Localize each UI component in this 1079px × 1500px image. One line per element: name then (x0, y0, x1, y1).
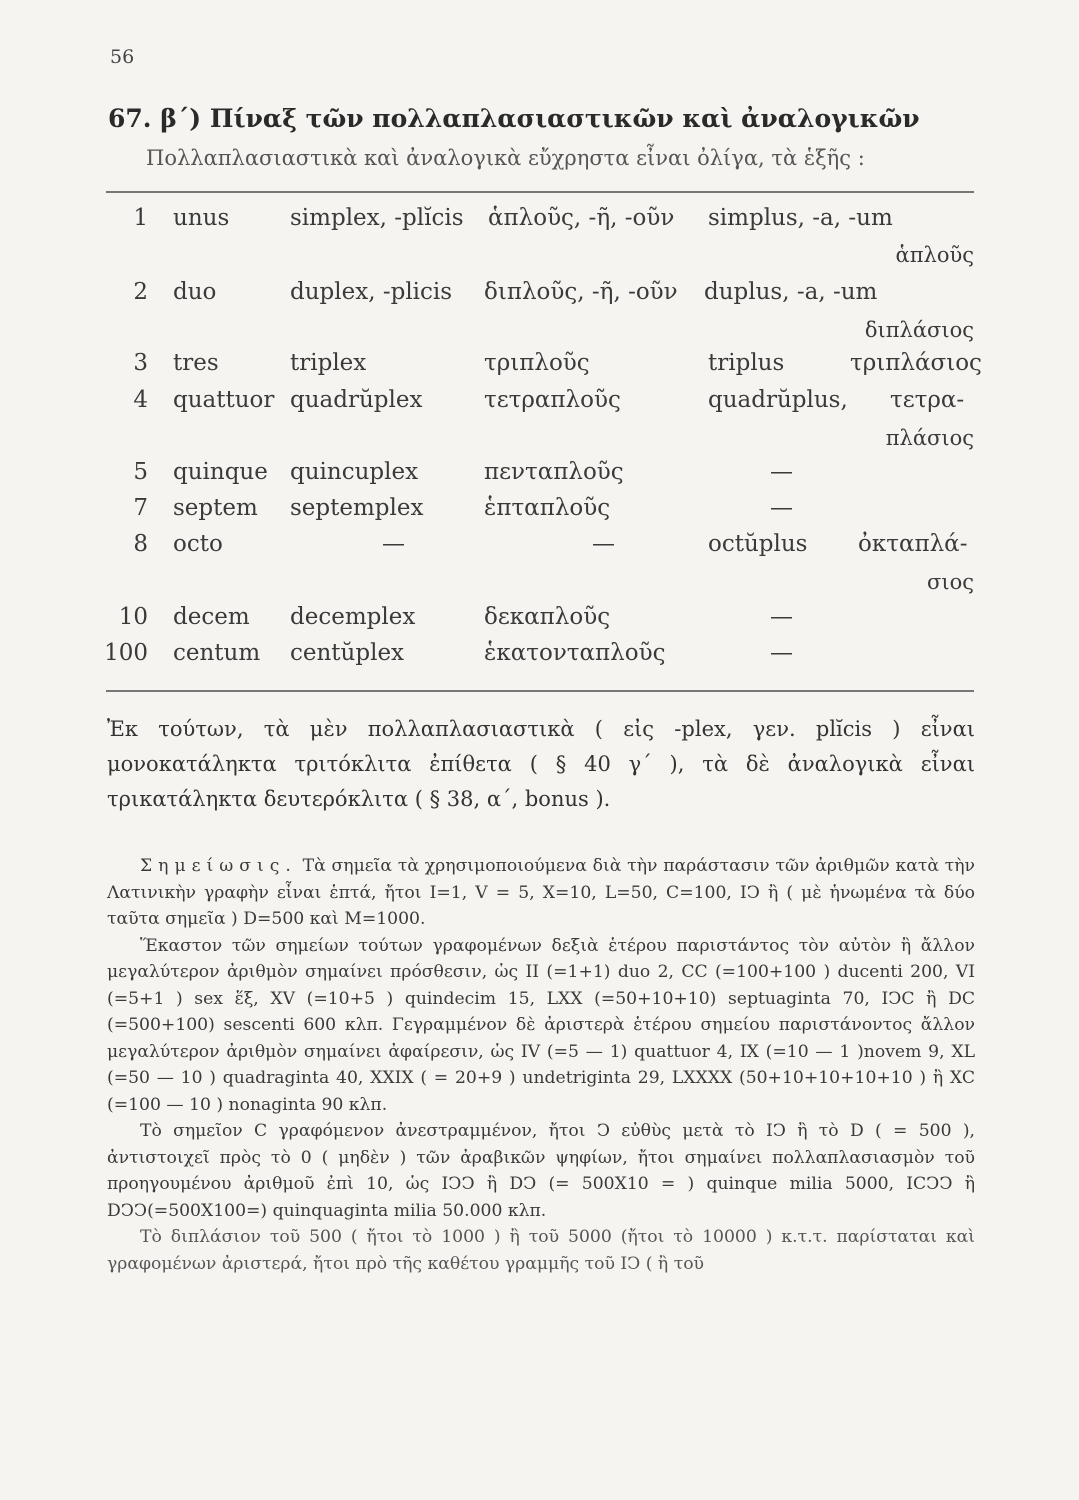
table-row (0, 531, 1079, 565)
table-row (0, 459, 1079, 493)
cell-multiplicative: triplex (290, 350, 367, 376)
cell-analogical: — (770, 459, 793, 485)
cell-latin: duo (173, 279, 217, 305)
cell-multiplicative: — (382, 531, 405, 557)
cell-continuation: διπλάσιος (864, 318, 974, 342)
table-top-rule (106, 191, 974, 193)
cell-latin: tres (173, 350, 219, 376)
cell-latin: quattuor (173, 387, 275, 413)
summary-paragraph (107, 712, 975, 817)
cell-number: 3 (133, 350, 148, 376)
cell-continuation: ἁπλοῦς (895, 243, 974, 267)
cell-number: 100 (104, 640, 148, 666)
cell-analogical: simplus, -a, -um (708, 205, 893, 231)
cell-multiplicative: centŭplex (290, 640, 405, 666)
page-number: 56 (110, 46, 135, 68)
cell-greek: ἑκατονταπλοῦς (484, 640, 666, 666)
cell-greek: δεκαπλοῦς (484, 604, 611, 630)
section-heading: 67. β΄) Πίναξ τῶν πολλαπλασιαστικῶν καὶ ἀναλογικῶν (108, 104, 920, 133)
cell-multiplicative: duplex, -plicis (290, 279, 453, 305)
note-label: Σημείωσις. (140, 856, 297, 876)
cell-greek-analogical: τριπλάσιος (850, 350, 982, 376)
table-row (0, 279, 1079, 313)
note-section (107, 853, 975, 1277)
cell-analogical: — (770, 495, 793, 521)
cell-number: 10 (118, 604, 148, 630)
cell-number: 7 (133, 495, 148, 521)
table-row (0, 387, 1079, 421)
cell-analogical: — (770, 640, 793, 666)
cell-analogical: octŭplus (708, 531, 808, 557)
cell-greek: ἁπλοῦς, -ῆ, -οῦν (488, 205, 675, 231)
section-subtitle: Πολλαπλασιαστικὰ καὶ ἀναλογικὰ εὔχρηστα εἶναι ὀλίγα, τὰ ἑξῆς : (146, 146, 865, 170)
cell-number: 5 (133, 459, 148, 485)
cell-greek: ἑπταπλοῦς (484, 495, 611, 521)
cell-greek: πενταπλοῦς (484, 459, 624, 485)
cell-multiplicative: septemplex (290, 495, 424, 521)
cell-latin: quinque (173, 459, 268, 485)
cell-number: 1 (133, 205, 148, 231)
cell-latin: septem (173, 495, 258, 521)
table-bottom-rule (106, 690, 974, 692)
table-row (0, 495, 1079, 529)
cell-greek: — (592, 531, 615, 557)
cell-latin: octo (173, 531, 223, 557)
cell-multiplicative: simplex, -plĭcis (290, 205, 464, 231)
cell-greek-analogical: τετρα- (890, 387, 965, 413)
cell-latin: decem (173, 604, 250, 630)
cell-multiplicative: quincuplex (290, 459, 419, 485)
summary-text: Ἐκ τούτων, τὰ μὲν πολλαπλασιαστικὰ ( εἰς -plex, γεν. plĭcis ) εἶναι μονοκατάληκτα τριτόκλιτα ἐπίθετα ( § 40 γ΄ ), τὰ δὲ ἀναλογικὰ εἶναι τρικατάληκτα δευτερόκλιτα ( § 38, α΄, bonus ). (107, 717, 975, 811)
cell-analogical: triplus (708, 350, 785, 376)
table-row (0, 205, 1079, 239)
cell-latin: centum (173, 640, 261, 666)
cell-number: 4 (133, 387, 148, 413)
cell-number: 2 (133, 279, 148, 305)
note-paragraph: Ἕκαστον τῶν σημείων τούτων γραφομένων δεξιὰ ἑτέρου παριστάντος τὸν αὐτὸν ἢ ἄλλον μεγαλύτερον ἀριθμὸν σημαίνει πρόσθεσιν, ὡς II (=1+1) duo 2, CC (=100+100 ) ducenti 200, VI (=5+1 ) sex ἕξ, XV (=10+5 ) quindecim 15, LXX (=50+10+10) septuaginta 70, IↃC ἢ DC (=500+100) sescenti 600 κλπ. Γεγραμμένον δὲ ἀριστερὰ ἑτέρου σημείου παριστάνοντος ἄλλον μεγαλύτερον ἀριθμὸν σημαίνει ἀφαίρεσιν, ὡς IV (=5 — 1) quattuor 4, IX (=10 — 1 )novem 9, XL (=50 — 10 ) quadraginta 40, XXIX ( = 20+9 ) undetriginta 29, LXXXX (50+10+10+10+10 ) ἢ XC (=100 — 10 ) nonaginta 90 κλπ. (107, 935, 975, 1115)
cell-greek: διπλοῦς, -ῆ, -οῦν (484, 279, 678, 305)
note-text: Τὰ σημεῖα τὰ χρησιμοποιούμενα διὰ τὴν παράστασιν τῶν ἀριθμῶν κατὰ τὴν Λατινικὴν γραφὴν εἶναι ἑπτά, ἤτοι I=1, V = 5, X=10, L=50, C=100, IↃ ἢ ( μὲ ἡνωμένα τὰ δύο ταῦτα σημεῖα ) D=500 καὶ M=1000. (107, 856, 976, 929)
cell-greek: τριπλοῦς (484, 350, 590, 376)
note-paragraph (107, 853, 975, 933)
cell-multiplicative: decemplex (290, 604, 416, 630)
cell-continuation: σιος (927, 570, 974, 594)
cell-number: 8 (133, 531, 148, 557)
cell-continuation: πλάσιος (885, 426, 974, 450)
cell-greek-analogical: ὀκταπλά- (858, 531, 968, 557)
table-row (0, 640, 1079, 674)
cell-analogical: duplus, -a, -um (704, 279, 878, 305)
cell-analogical: — (770, 604, 793, 630)
cell-latin: unus (173, 205, 230, 231)
note-paragraph: Τὸ διπλάσιον τοῦ 500 ( ἤτοι τὸ 1000 ) ἢ τοῦ 5000 (ἤτοι τὸ 10000 ) κ.τ.τ. παρίσταται καὶ γραφομένων ἀριστερά, ἤτοι πρὸ τῆς καθέτου γραμμῆς τοῦ IↃ ( ἢ τοῦ (107, 1227, 975, 1274)
note-paragraph: Τὸ σημεῖον C γραφόμενον ἀνεστραμμένον, ἤτοι Ↄ εὐθὺς μετὰ τὸ IↃ ἢ τὸ D ( = 500 ), ἀντιστοιχεῖ πρὸς τὸ 0 ( μηδὲν ) τῶν ἀραβικῶν ψηφίων, ἤτοι σημαίνει πολλαπλασιασμὸν τοῦ προηγουμένου ἀριθμοῦ ἐπὶ 10, ὡς IↃↃ ἢ DↃ (= 500X10 = ) quinque milia 5000, ICↃↃ ἢ DↃↃ(=500X100=) quinquaginta milia 50.000 κλπ. (107, 1121, 975, 1221)
table-row (0, 350, 1079, 384)
cell-multiplicative: quadrŭplex (290, 387, 423, 413)
cell-greek: τετραπλοῦς (484, 387, 621, 413)
table-row (0, 604, 1079, 638)
cell-analogical: quadrŭplus, (708, 387, 848, 413)
